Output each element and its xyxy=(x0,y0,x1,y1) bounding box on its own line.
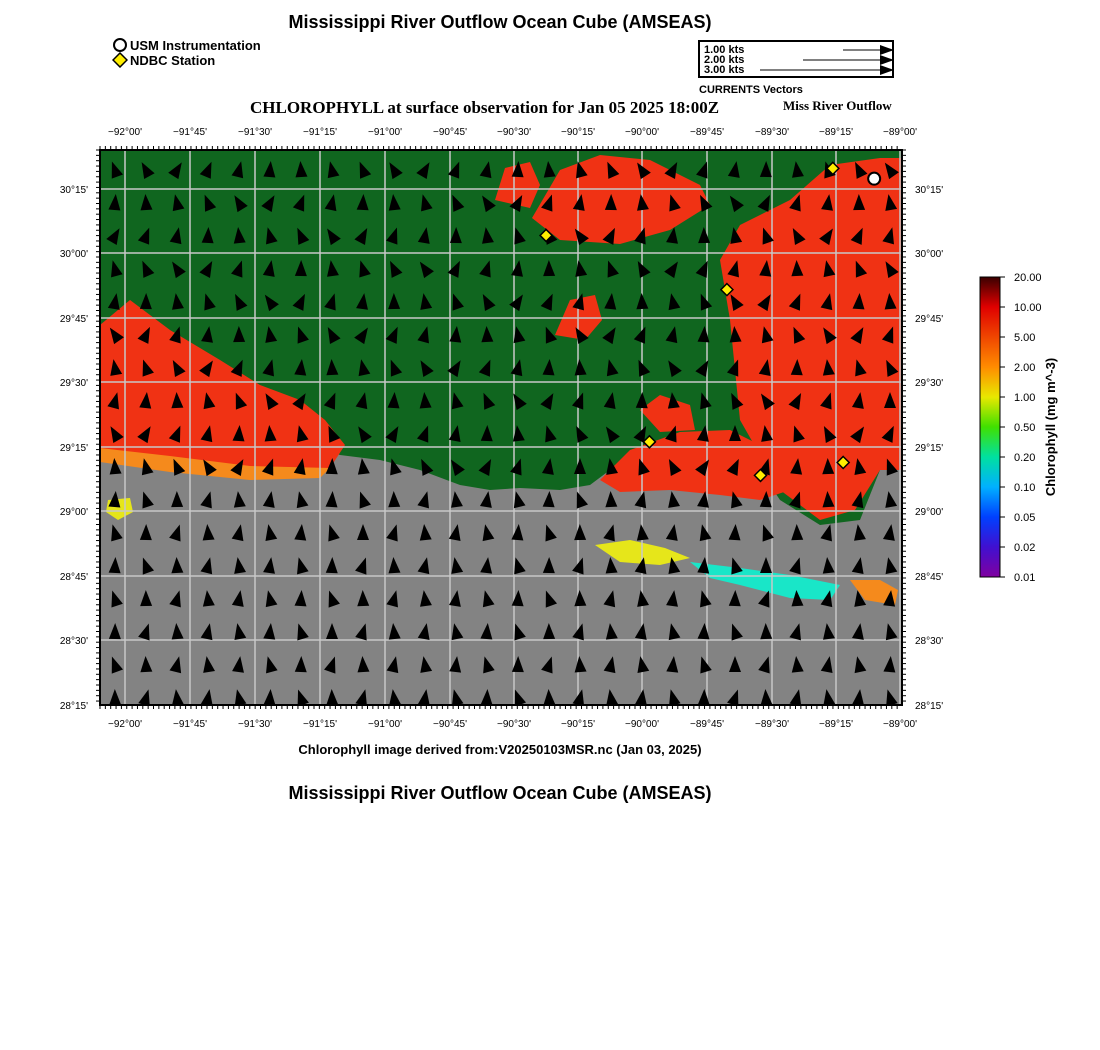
page-title: Mississippi River Outflow Ocean Cube (AMSEAS) xyxy=(288,12,712,32)
lon-tick-label: −90°15' xyxy=(561,127,595,138)
legend-usm-label: USM Instrumentation xyxy=(130,37,261,53)
source-caption: Chlorophyll image derived from:V20250103MSR.nc (Jan 03, 2025) xyxy=(298,742,702,757)
lat-tick-label: 29°00' xyxy=(915,507,944,518)
lon-tick-label: −90°45' xyxy=(433,719,467,730)
lon-tick-label: −89°15' xyxy=(819,719,853,730)
colorbar-tick-label: 0.02 xyxy=(1014,542,1036,554)
lon-tick-label: −89°45' xyxy=(690,719,724,730)
colorbar xyxy=(975,270,1075,590)
vector-key-row-2: 2.00 kts xyxy=(704,54,745,66)
lon-tick-label: −89°15' xyxy=(819,127,853,138)
colorbar-tick-label: 0.50 xyxy=(1014,422,1036,434)
lon-tick-label: −91°00' xyxy=(368,719,402,730)
colorbar-tick-label: 20.00 xyxy=(1014,272,1042,284)
lat-tick-label: 29°15' xyxy=(915,443,944,454)
colorbar-label: Chlorophyll (mg m^-3) xyxy=(1043,357,1058,497)
colorbar-tick-label: 0.10 xyxy=(1014,482,1036,494)
lat-tick-label: 28°45' xyxy=(915,572,944,583)
lat-tick-label: 29°15' xyxy=(59,443,88,454)
colorbar-tick-label: 0.05 xyxy=(1014,512,1036,524)
lat-tick-label: 30°15' xyxy=(915,185,944,196)
lat-tick-label: 28°30' xyxy=(915,636,944,647)
colorbar-tick-label: 0.01 xyxy=(1014,572,1036,584)
lon-tick-label: −89°30' xyxy=(755,719,789,730)
lon-tick-label: −91°15' xyxy=(303,719,337,730)
lon-tick-label: −89°30' xyxy=(755,127,789,138)
colorbar-tick-label: 10.00 xyxy=(1014,302,1042,314)
colorbar-ticks xyxy=(1000,272,1042,584)
lon-tick-label: −90°45' xyxy=(433,127,467,138)
lat-tick-label: 28°45' xyxy=(59,572,88,583)
lon-tick-label: −91°30' xyxy=(238,127,272,138)
lon-tick-label: −91°15' xyxy=(303,127,337,138)
usm-station-marker xyxy=(868,173,880,185)
lat-tick-label: 29°45' xyxy=(915,314,944,325)
lat-tick-label: 30°15' xyxy=(59,185,88,196)
lon-tick-label: −92°00' xyxy=(108,719,142,730)
lon-tick-label: −92°00' xyxy=(108,127,142,138)
lon-tick-label: −91°30' xyxy=(238,719,272,730)
lon-tick-label: −90°00' xyxy=(625,127,659,138)
lon-tick-label: −91°45' xyxy=(173,127,207,138)
colorbar-tick-label: 2.00 xyxy=(1014,362,1036,374)
map-subtitle: CHLOROPHYLL at surface observation for Jan 05 2025 18:00Z xyxy=(250,98,720,117)
lat-tick-label: 29°30' xyxy=(915,378,944,389)
colorbar-scale xyxy=(980,277,1000,577)
lon-tick-label: −89°00' xyxy=(883,127,917,138)
vector-key-row-1: 1.00 kts xyxy=(704,44,745,56)
page-title-repeat: Mississippi River Outflow Ocean Cube (AMSEAS) xyxy=(288,783,712,803)
lon-tick-label: −89°45' xyxy=(690,127,724,138)
lon-tick-label: −90°30' xyxy=(497,127,531,138)
colorbar-tick-label: 0.20 xyxy=(1014,452,1036,464)
lon-tick-label: −89°00' xyxy=(883,719,917,730)
lat-tick-label: 28°15' xyxy=(915,701,944,712)
lat-tick-label: 30°00' xyxy=(59,249,88,260)
lon-tick-label: −91°45' xyxy=(173,719,207,730)
lat-tick-label: 29°30' xyxy=(59,378,88,389)
lon-tick-label: −90°00' xyxy=(625,719,659,730)
colorbar-tick-label: 1.00 xyxy=(1014,392,1036,404)
legend-ndbc-label: NDBC Station xyxy=(130,52,216,68)
lat-tick-label: 30°00' xyxy=(915,249,944,260)
lat-tick-label: 29°45' xyxy=(59,314,88,325)
lon-tick-label: −91°00' xyxy=(368,127,402,138)
vector-key-row-3: 3.00 kts xyxy=(704,64,745,76)
colorbar-tick-label: 5.00 xyxy=(1014,332,1036,344)
lat-tick-label: 28°15' xyxy=(59,701,88,712)
vector-key-label: CURRENTS Vectors xyxy=(699,84,803,96)
lat-tick-label: 29°00' xyxy=(59,507,88,518)
lon-tick-label: −90°30' xyxy=(497,719,531,730)
lon-tick-label: −90°15' xyxy=(561,719,595,730)
map-corner-label: Miss River Outflow xyxy=(783,98,892,113)
lat-tick-label: 28°30' xyxy=(59,636,88,647)
